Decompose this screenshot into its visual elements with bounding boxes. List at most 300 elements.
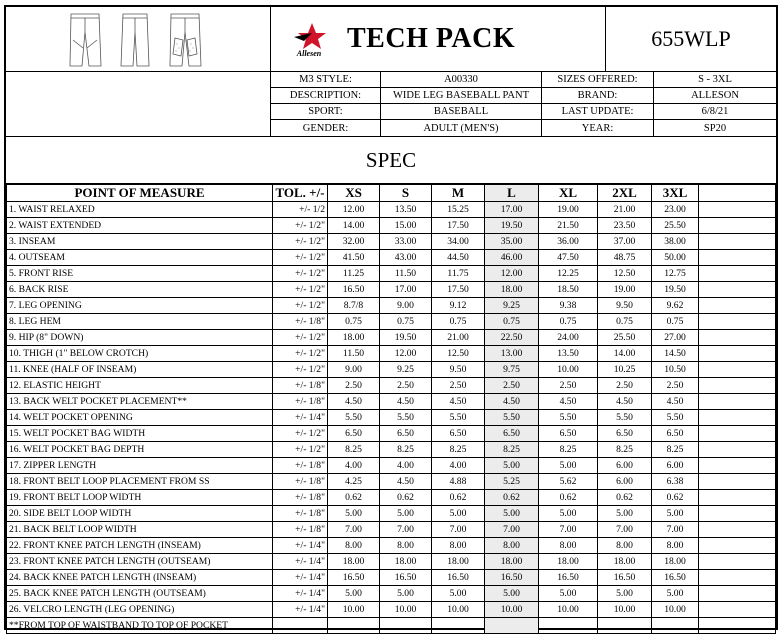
size-value-cell: 10.00 [598, 602, 652, 618]
garment-sketch [6, 7, 271, 71]
size-value-cell: 4.00 [328, 458, 380, 474]
size-value-cell: 6.00 [652, 458, 699, 474]
info-value: 6/8/21 [654, 104, 776, 120]
table-row [7, 202, 776, 218]
table-row [7, 298, 776, 314]
size-value-cell: 9.75 [485, 362, 539, 378]
size-value-cell: 7.00 [485, 522, 539, 538]
tolerance-cell: +/- 1/8" [273, 490, 328, 506]
size-value-cell: 8.25 [598, 442, 652, 458]
blank-cell [699, 458, 776, 474]
size-value-cell: 9.00 [380, 298, 432, 314]
tolerance-cell: +/- 1/2" [273, 442, 328, 458]
table-row [7, 250, 776, 266]
footnote: **FROM TOP OF WAISTBAND TO TOP OF POCKET [7, 618, 273, 634]
table-row [7, 474, 776, 490]
size-value-cell: 38.00 [652, 234, 699, 250]
brand-logo [271, 7, 347, 71]
size-value-cell: 4.50 [432, 394, 485, 410]
size-value-cell: 6.50 [485, 426, 539, 442]
point-of-measure-cell: 2. WAIST EXTENDED [7, 218, 273, 234]
size-value-cell: 16.50 [328, 570, 380, 586]
size-value-cell: 18.00 [539, 554, 598, 570]
blank-cell [699, 442, 776, 458]
size-value-cell: 2.50 [652, 378, 699, 394]
size-value-cell: 0.62 [539, 490, 598, 506]
size-value-cell: 27.00 [652, 330, 699, 346]
info-blank-cell [6, 72, 271, 88]
point-of-measure-cell: 7. LEG OPENING [7, 298, 273, 314]
tolerance-cell: +/- 1/8" [273, 522, 328, 538]
table-row [7, 330, 776, 346]
blank-cell [699, 202, 776, 218]
size-value-cell: 8.00 [652, 538, 699, 554]
table-row [7, 282, 776, 298]
point-of-measure-cell: 12. ELASTIC HEIGHT [7, 378, 273, 394]
size-value-cell: 5.00 [380, 586, 432, 602]
info-blank-cell [6, 88, 271, 104]
size-value-cell: 18.50 [539, 282, 598, 298]
size-value-cell: 6.50 [652, 426, 699, 442]
size-value-cell: 34.00 [432, 234, 485, 250]
table-row [7, 346, 776, 362]
size-value-cell: 25.50 [652, 218, 699, 234]
size-value-cell: 5.50 [539, 410, 598, 426]
tolerance-cell: +/- 1/2" [273, 234, 328, 250]
column-header: 3XL [652, 185, 699, 202]
size-value-cell: 5.00 [539, 458, 598, 474]
size-value-cell: 6.50 [539, 426, 598, 442]
pants-sketch-icon [63, 10, 213, 68]
size-value-cell: 11.50 [328, 346, 380, 362]
size-value-cell: 8.25 [432, 442, 485, 458]
point-of-measure-cell: 24. BACK KNEE PATCH LENGTH (INSEAM) [7, 570, 273, 586]
size-value-cell: 25.50 [598, 330, 652, 346]
size-value-cell: 12.75 [652, 266, 699, 282]
size-value-cell: 18.00 [380, 554, 432, 570]
column-header: TOL. +/- [273, 185, 328, 202]
size-value-cell: 6.38 [652, 474, 699, 490]
info-value: ADULT (MEN'S) [381, 120, 542, 136]
tolerance-cell: +/- 1/4" [273, 586, 328, 602]
size-value-cell: 5.00 [539, 506, 598, 522]
size-value-cell: 47.50 [539, 250, 598, 266]
size-value-cell: 7.00 [652, 522, 699, 538]
size-value-cell: 9.38 [539, 298, 598, 314]
info-value: WIDE LEG BASEBALL PANT [381, 88, 542, 104]
tolerance-cell: +/- 1/8" [273, 378, 328, 394]
size-value-cell: 18.00 [485, 282, 539, 298]
page-title: TECH PACK [347, 7, 606, 71]
blank-cell [699, 538, 776, 554]
size-value-cell: 36.00 [539, 234, 598, 250]
size-value-cell: 0.75 [380, 314, 432, 330]
size-value-cell: 0.62 [652, 490, 699, 506]
info-label: M3 STYLE: [271, 72, 381, 88]
size-value-cell: 4.50 [598, 394, 652, 410]
blank-cell [699, 362, 776, 378]
size-value-cell: 15.00 [380, 218, 432, 234]
size-value-cell: 9.25 [485, 298, 539, 314]
table-row [7, 570, 776, 586]
size-value-cell: 0.75 [598, 314, 652, 330]
column-header: XS [328, 185, 380, 202]
info-value: ALLESON [654, 88, 776, 104]
size-value-cell: 4.50 [380, 394, 432, 410]
blank-cell [539, 618, 598, 634]
size-value-cell: 8.00 [539, 538, 598, 554]
tolerance-cell: +/- 1/2 [273, 202, 328, 218]
info-blank-cell [6, 120, 271, 136]
point-of-measure-cell: 17. ZIPPER LENGTH [7, 458, 273, 474]
size-value-cell: 13.00 [485, 346, 539, 362]
size-value-cell: 19.50 [652, 282, 699, 298]
spec-header-row [7, 185, 776, 202]
size-value-cell: 2.50 [380, 378, 432, 394]
size-value-cell: 5.00 [328, 586, 380, 602]
size-value-cell: 9.00 [328, 362, 380, 378]
size-value-cell: 5.50 [485, 410, 539, 426]
tolerance-cell: +/- 1/8" [273, 314, 328, 330]
size-value-cell: 5.25 [485, 474, 539, 490]
size-value-cell: 10.00 [485, 602, 539, 618]
point-of-measure-cell: 3. INSEAM [7, 234, 273, 250]
footnote-row [7, 618, 776, 634]
size-value-cell: 5.00 [598, 506, 652, 522]
size-value-cell: 4.50 [328, 394, 380, 410]
size-value-cell: 32.00 [328, 234, 380, 250]
size-value-cell: 12.25 [539, 266, 598, 282]
size-value-cell: 2.50 [432, 378, 485, 394]
info-row [6, 104, 776, 120]
tolerance-cell: +/- 1/2" [273, 250, 328, 266]
size-value-cell: 0.62 [328, 490, 380, 506]
info-label: SIZES OFFERED: [542, 72, 654, 88]
size-value-cell: 33.00 [380, 234, 432, 250]
size-value-cell: 10.25 [598, 362, 652, 378]
size-value-cell: 8.25 [539, 442, 598, 458]
size-value-cell: 6.00 [598, 458, 652, 474]
blank-cell [699, 266, 776, 282]
blank-cell [699, 618, 776, 634]
blank-cell [699, 378, 776, 394]
size-value-cell: 2.50 [539, 378, 598, 394]
size-value-cell: 12.00 [328, 202, 380, 218]
table-row [7, 586, 776, 602]
size-value-cell: 16.50 [380, 570, 432, 586]
size-value-cell: 14.00 [598, 346, 652, 362]
size-value-cell: 6.50 [380, 426, 432, 442]
size-value-cell: 0.62 [485, 490, 539, 506]
blank-cell [652, 618, 699, 634]
size-value-cell: 5.00 [328, 506, 380, 522]
size-value-cell: 7.00 [539, 522, 598, 538]
svg-text:Allesen: Allesen [296, 49, 322, 58]
tolerance-cell: +/- 1/8" [273, 458, 328, 474]
blank-cell [699, 346, 776, 362]
tolerance-cell: +/- 1/2" [273, 330, 328, 346]
size-value-cell: 5.50 [598, 410, 652, 426]
size-value-cell: 0.75 [485, 314, 539, 330]
info-row [6, 72, 776, 88]
size-value-cell: 0.62 [598, 490, 652, 506]
size-value-cell: 16.50 [598, 570, 652, 586]
info-row [6, 88, 776, 104]
size-value-cell: 10.00 [380, 602, 432, 618]
size-value-cell: 12.00 [485, 266, 539, 282]
point-of-measure-cell: 16. WELT POCKET BAG DEPTH [7, 442, 273, 458]
size-value-cell: 2.50 [485, 378, 539, 394]
size-value-cell: 12.00 [380, 346, 432, 362]
blank-cell [699, 474, 776, 490]
size-value-cell: 18.00 [328, 554, 380, 570]
table-row [7, 506, 776, 522]
blank-cell [699, 410, 776, 426]
tolerance-cell: +/- 1/4" [273, 570, 328, 586]
blank-cell [699, 586, 776, 602]
blank-cell [432, 618, 485, 634]
spec-table [6, 184, 776, 634]
size-value-cell: 5.50 [652, 410, 699, 426]
table-row [7, 362, 776, 378]
size-value-cell: 13.50 [380, 202, 432, 218]
column-header: 2XL [598, 185, 652, 202]
size-value-cell: 10.00 [539, 362, 598, 378]
size-value-cell: 43.00 [380, 250, 432, 266]
size-value-cell: 10.00 [328, 602, 380, 618]
blank-cell [699, 490, 776, 506]
size-value-cell: 21.00 [432, 330, 485, 346]
size-value-cell: 12.50 [432, 346, 485, 362]
size-value-cell: 18.00 [485, 554, 539, 570]
style-code: 655WLP [651, 26, 731, 51]
size-value-cell: 5.00 [485, 458, 539, 474]
size-value-cell: 7.00 [432, 522, 485, 538]
size-value-cell: 14.00 [328, 218, 380, 234]
info-grid [6, 72, 776, 136]
info-label: SPORT: [271, 104, 381, 120]
tolerance-cell: +/- 1/4" [273, 602, 328, 618]
table-row [7, 522, 776, 538]
info-label: LAST UPDATE: [542, 104, 654, 120]
size-value-cell: 0.75 [328, 314, 380, 330]
size-value-cell: 8.25 [485, 442, 539, 458]
size-value-cell: 5.00 [539, 586, 598, 602]
size-value-cell: 5.00 [598, 586, 652, 602]
size-value-cell: 17.00 [485, 202, 539, 218]
blank-cell [380, 618, 432, 634]
column-header: M [432, 185, 485, 202]
size-value-cell: 11.25 [328, 266, 380, 282]
info-label: BRAND: [542, 88, 654, 104]
point-of-measure-cell: 25. BACK KNEE PATCH LENGTH (OUTSEAM) [7, 586, 273, 602]
size-value-cell: 4.50 [652, 394, 699, 410]
size-value-cell: 9.50 [598, 298, 652, 314]
size-value-cell: 9.12 [432, 298, 485, 314]
point-of-measure-cell: 22. FRONT KNEE PATCH LENGTH (INSEAM) [7, 538, 273, 554]
point-of-measure-cell: 8. LEG HEM [7, 314, 273, 330]
blank-cell [699, 394, 776, 410]
size-value-cell: 11.75 [432, 266, 485, 282]
size-value-cell: 4.00 [380, 458, 432, 474]
blank-cell [485, 618, 539, 634]
point-of-measure-cell: 9. HIP (8" DOWN) [7, 330, 273, 346]
size-value-cell: 22.50 [485, 330, 539, 346]
size-value-cell: 6.50 [432, 426, 485, 442]
tolerance-cell: +/- 1/8" [273, 506, 328, 522]
size-value-cell: 7.00 [380, 522, 432, 538]
size-value-cell: 0.75 [539, 314, 598, 330]
blank-cell [699, 282, 776, 298]
blank-cell [699, 314, 776, 330]
size-value-cell: 8.25 [652, 442, 699, 458]
size-value-cell: 5.50 [328, 410, 380, 426]
info-value: A00330 [381, 72, 542, 88]
size-value-cell: 8.00 [380, 538, 432, 554]
blank-cell [699, 522, 776, 538]
size-value-cell: 14.50 [652, 346, 699, 362]
tolerance-cell: +/- 1/4" [273, 554, 328, 570]
table-row [7, 410, 776, 426]
size-value-cell: 6.00 [598, 474, 652, 490]
size-value-cell: 15.25 [432, 202, 485, 218]
table-row [7, 426, 776, 442]
size-value-cell: 8.25 [380, 442, 432, 458]
size-value-cell: 4.88 [432, 474, 485, 490]
size-value-cell: 10.00 [652, 602, 699, 618]
column-header [699, 185, 776, 202]
point-of-measure-cell: 20. SIDE BELT LOOP WIDTH [7, 506, 273, 522]
size-value-cell: 21.00 [598, 202, 652, 218]
size-value-cell: 2.50 [598, 378, 652, 394]
size-value-cell: 0.62 [380, 490, 432, 506]
info-value: SP20 [703, 122, 727, 134]
size-value-cell: 21.50 [539, 218, 598, 234]
table-row [7, 266, 776, 282]
info-row [6, 120, 776, 136]
size-value-cell: 8.00 [328, 538, 380, 554]
point-of-measure-cell: 26. VELCRO LENGTH (LEG OPENING) [7, 602, 273, 618]
tolerance-cell: +/- 1/2" [273, 426, 328, 442]
point-of-measure-cell: 10. THIGH (1" BELOW CROTCH) [7, 346, 273, 362]
table-row [7, 602, 776, 618]
blank-cell [328, 618, 380, 634]
size-value-cell: 6.50 [598, 426, 652, 442]
size-value-cell: 35.00 [485, 234, 539, 250]
size-value-cell: 5.00 [652, 586, 699, 602]
size-value-cell: 19.50 [380, 330, 432, 346]
tolerance-cell: +/- 1/2" [273, 282, 328, 298]
blank-cell [699, 234, 776, 250]
point-of-measure-cell: 15. WELT POCKET BAG WIDTH [7, 426, 273, 442]
size-value-cell: 5.00 [432, 506, 485, 522]
point-of-measure-cell: 23. FRONT KNEE PATCH LENGTH (OUTSEAM) [7, 554, 273, 570]
size-value-cell: 23.00 [652, 202, 699, 218]
point-of-measure-cell: 5. FRONT RISE [7, 266, 273, 282]
blank-cell [699, 602, 776, 618]
tolerance-cell: +/- 1/2" [273, 266, 328, 282]
info-label: YEAR: [542, 120, 654, 136]
size-value-cell: 4.00 [432, 458, 485, 474]
size-value-cell: 0.75 [652, 314, 699, 330]
size-value-cell: 4.50 [380, 474, 432, 490]
spec-title: SPEC [6, 136, 776, 184]
size-value-cell: 17.50 [432, 218, 485, 234]
size-value-cell: 5.00 [380, 506, 432, 522]
size-value-cell: 2.50 [328, 378, 380, 394]
table-row [7, 458, 776, 474]
size-value-cell: 5.00 [485, 506, 539, 522]
column-header: S [380, 185, 432, 202]
column-header: POINT OF MEASURE [7, 185, 273, 202]
point-of-measure-cell: 1. WAIST RELAXED [7, 202, 273, 218]
size-value-cell: 46.00 [485, 250, 539, 266]
size-value-cell: 7.00 [598, 522, 652, 538]
size-value-cell: 16.50 [539, 570, 598, 586]
info-blank-cell [6, 104, 271, 120]
blank-cell [699, 570, 776, 586]
column-header: XL [539, 185, 598, 202]
size-value-cell: 41.50 [328, 250, 380, 266]
size-value-cell: 4.50 [539, 394, 598, 410]
size-value-cell: 37.00 [598, 234, 652, 250]
blank-cell [699, 426, 776, 442]
tolerance-cell: +/- 1/2" [273, 362, 328, 378]
size-value-cell: 19.00 [598, 282, 652, 298]
column-header: L [485, 185, 539, 202]
size-value-cell: 17.00 [380, 282, 432, 298]
size-value-cell: 9.62 [652, 298, 699, 314]
info-value: S - 3XL [654, 72, 776, 88]
point-of-measure-cell: 13. BACK WELT POCKET PLACEMENT** [7, 394, 273, 410]
size-value-cell: 16.50 [652, 570, 699, 586]
size-value-cell: 8.00 [598, 538, 652, 554]
size-value-cell: 48.75 [598, 250, 652, 266]
size-value-cell: 16.50 [432, 570, 485, 586]
size-value-cell: 9.50 [432, 362, 485, 378]
size-value-cell: 13.50 [539, 346, 598, 362]
size-value-cell: 5.50 [380, 410, 432, 426]
size-value-cell: 50.00 [652, 250, 699, 266]
table-row [7, 314, 776, 330]
point-of-measure-cell: 21. BACK BELT LOOP WIDTH [7, 522, 273, 538]
size-value-cell: 0.62 [432, 490, 485, 506]
point-of-measure-cell: 4. OUTSEAM [7, 250, 273, 266]
tolerance-cell: +/- 1/2" [273, 218, 328, 234]
table-row [7, 538, 776, 554]
size-value-cell: 19.50 [485, 218, 539, 234]
size-value-cell: 18.00 [598, 554, 652, 570]
size-value-cell: 11.50 [380, 266, 432, 282]
table-row [7, 218, 776, 234]
size-value-cell: 6.50 [328, 426, 380, 442]
header-band [6, 7, 776, 72]
tolerance-cell: +/- 1/2" [273, 346, 328, 362]
size-value-cell: 7.00 [328, 522, 380, 538]
size-value-cell: 23.50 [598, 218, 652, 234]
blank-cell [699, 250, 776, 266]
info-label: GENDER: [271, 120, 381, 136]
blank-cell [699, 298, 776, 314]
table-row [7, 378, 776, 394]
size-value-cell: 10.50 [652, 362, 699, 378]
table-row [7, 490, 776, 506]
size-value-cell: 19.00 [539, 202, 598, 218]
info-value: BASEBALL [381, 104, 542, 120]
tolerance-cell: +/- 1/8" [273, 474, 328, 490]
size-value-cell: 5.62 [539, 474, 598, 490]
tolerance-cell: +/- 1/8" [273, 394, 328, 410]
